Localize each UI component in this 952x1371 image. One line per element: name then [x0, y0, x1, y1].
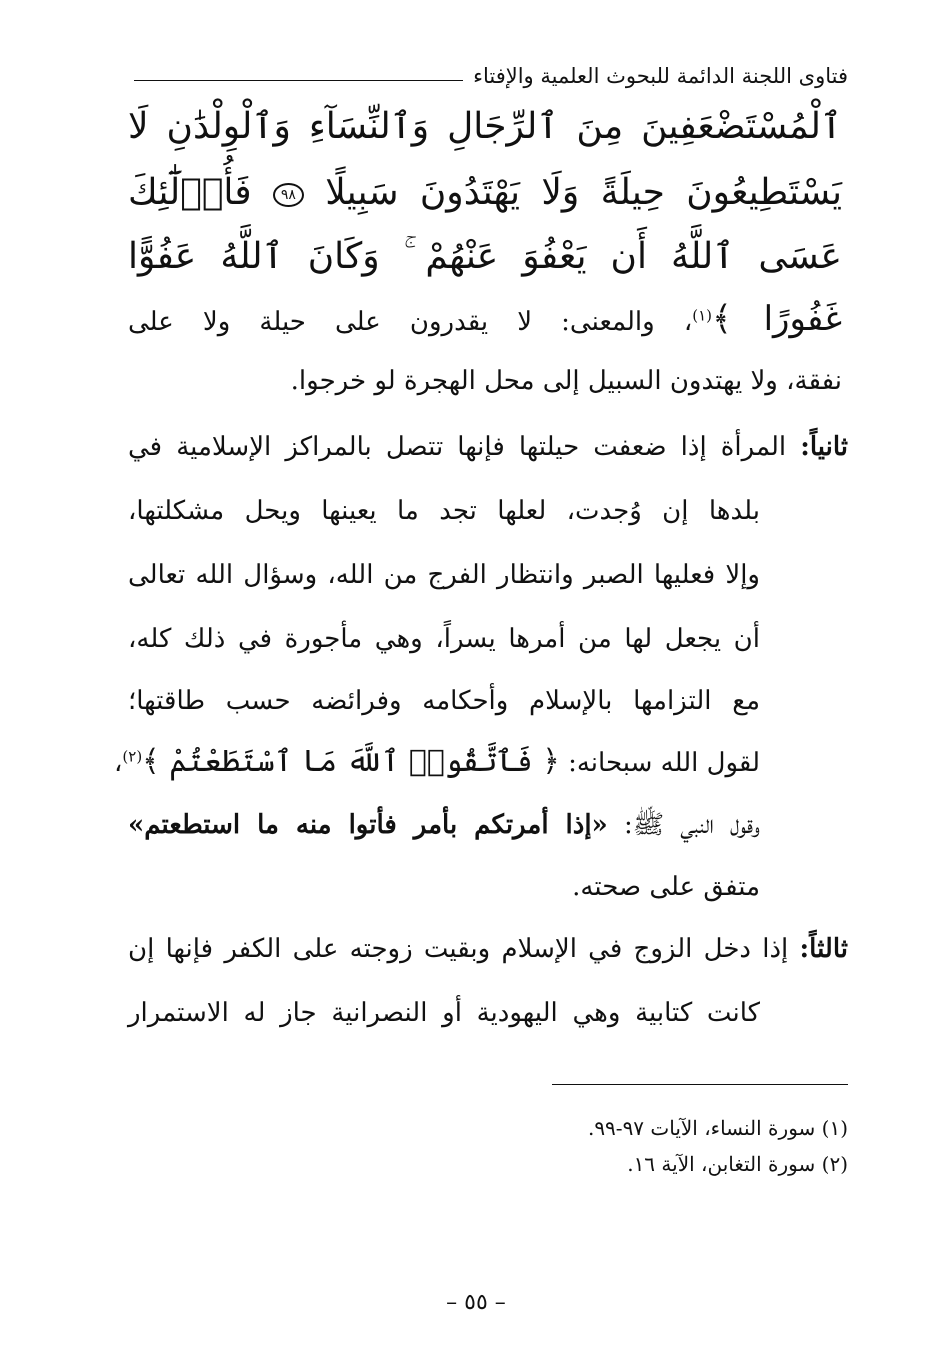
quran-line-2-tail: فَأُو۟لَٰٓئِكَ — [128, 172, 252, 213]
para2-line6-suffix: ، — [113, 748, 123, 778]
header-rule — [134, 80, 463, 81]
para1-line1-tail: ، والمعنى: لا يقدرون على حيلة ولا على — [128, 307, 693, 337]
quran-line-3: عَسَى ٱللَّهُ أَن يَعْفُوَ عَنْهُمْ ۚ وَكَانَ ٱللَّهُ عَفُوًّا — [128, 236, 842, 277]
quran-line-1: ٱلْمُسْتَضْعَفِينَ مِنَ ٱلرِّجَالِ وَٱلنِّسَآءِ وَٱلْوِلْدَٰنِ لَا — [128, 106, 842, 147]
quran-quote-taghabun: ﴿ فَٱتَّقُوا۟ ٱللَّهَ مَا ٱسْتَطَعْتُمْ ﴾ — [142, 744, 560, 779]
para2-line5: مع التزامها بالإسلام وأحكامه وفرائضه حسب طاقتها؛ — [128, 686, 760, 716]
para3-line1 — [128, 934, 848, 964]
para2-line1-text: المرأة إذا ضعفت حيلتها فإنها تتصل بالمراكز الإسلامية في — [128, 432, 801, 462]
hadith-quote: «إذا أمرتكم بأمر فأتوا منه ما استطعتم» — [128, 810, 608, 840]
para2-line6-prefix: لقول الله سبحانه: — [559, 748, 760, 778]
para2-line3: وإلا فعليها الصبر وانتظار الفرج من الله، وسؤال الله تعالى — [128, 560, 760, 590]
para1-line2: نفقة، ولا يهتدون السبيل إلى محل الهجرة لو خرجوا. — [290, 366, 842, 396]
para3-label: ثالثاً: — [799, 934, 848, 964]
footnote-separator — [552, 1084, 848, 1085]
para2-line1 — [128, 432, 848, 462]
header-title: فتاوى اللجنة الدائمة للبحوث العلمية والإفتاء — [473, 64, 848, 88]
ayah-number-marker: ٩٨ — [273, 183, 304, 207]
para2-line2: بلدها إن وُجدت، لعلها تجد ما يعينها ويحل مشكلتها، — [128, 496, 760, 526]
footnote-ref-2: (٢) — [122, 747, 143, 766]
para2-label: ثانياً: — [800, 432, 848, 462]
para2-line8: متفق على صحته. — [572, 872, 760, 902]
para3-line2: كانت كتابية وهي اليهودية أو النصرانية جاز له الاستمرار — [128, 998, 760, 1028]
para2-line6 — [113, 744, 760, 779]
quran-line-4: غَفُورًا ﴾ — [712, 299, 842, 339]
quran-line-2 — [128, 172, 842, 213]
footnote-2: (٢) سورة التغابن، الآية ١٦. — [627, 1152, 848, 1176]
para2-line7-prefix: وقول النبي ﷺ: — [607, 810, 760, 840]
footnote-ref-1: (١) — [692, 306, 712, 325]
quran-line-2-text: يَسْتَطِيعُونَ حِيلَةً وَلَا يَهْتَدُونَ سَبِيلًا — [325, 172, 842, 213]
mixed-line-1 — [128, 298, 842, 339]
running-header — [134, 54, 848, 88]
footnote-1: (١) سورة النساء، الآيات ٩٧-٩٩. — [587, 1116, 848, 1140]
para2-line7 — [128, 808, 760, 846]
para3-line1-text: إذا دخل الزوج في الإسلام وبقيت زوجته على الكفر فإنها إن — [128, 934, 800, 964]
page-number: – ٥٥ – — [446, 1290, 506, 1315]
para2-line4: أن يجعل لها من أمرها يسراً، وهي مأجورة في ذلك كله، — [128, 624, 760, 654]
